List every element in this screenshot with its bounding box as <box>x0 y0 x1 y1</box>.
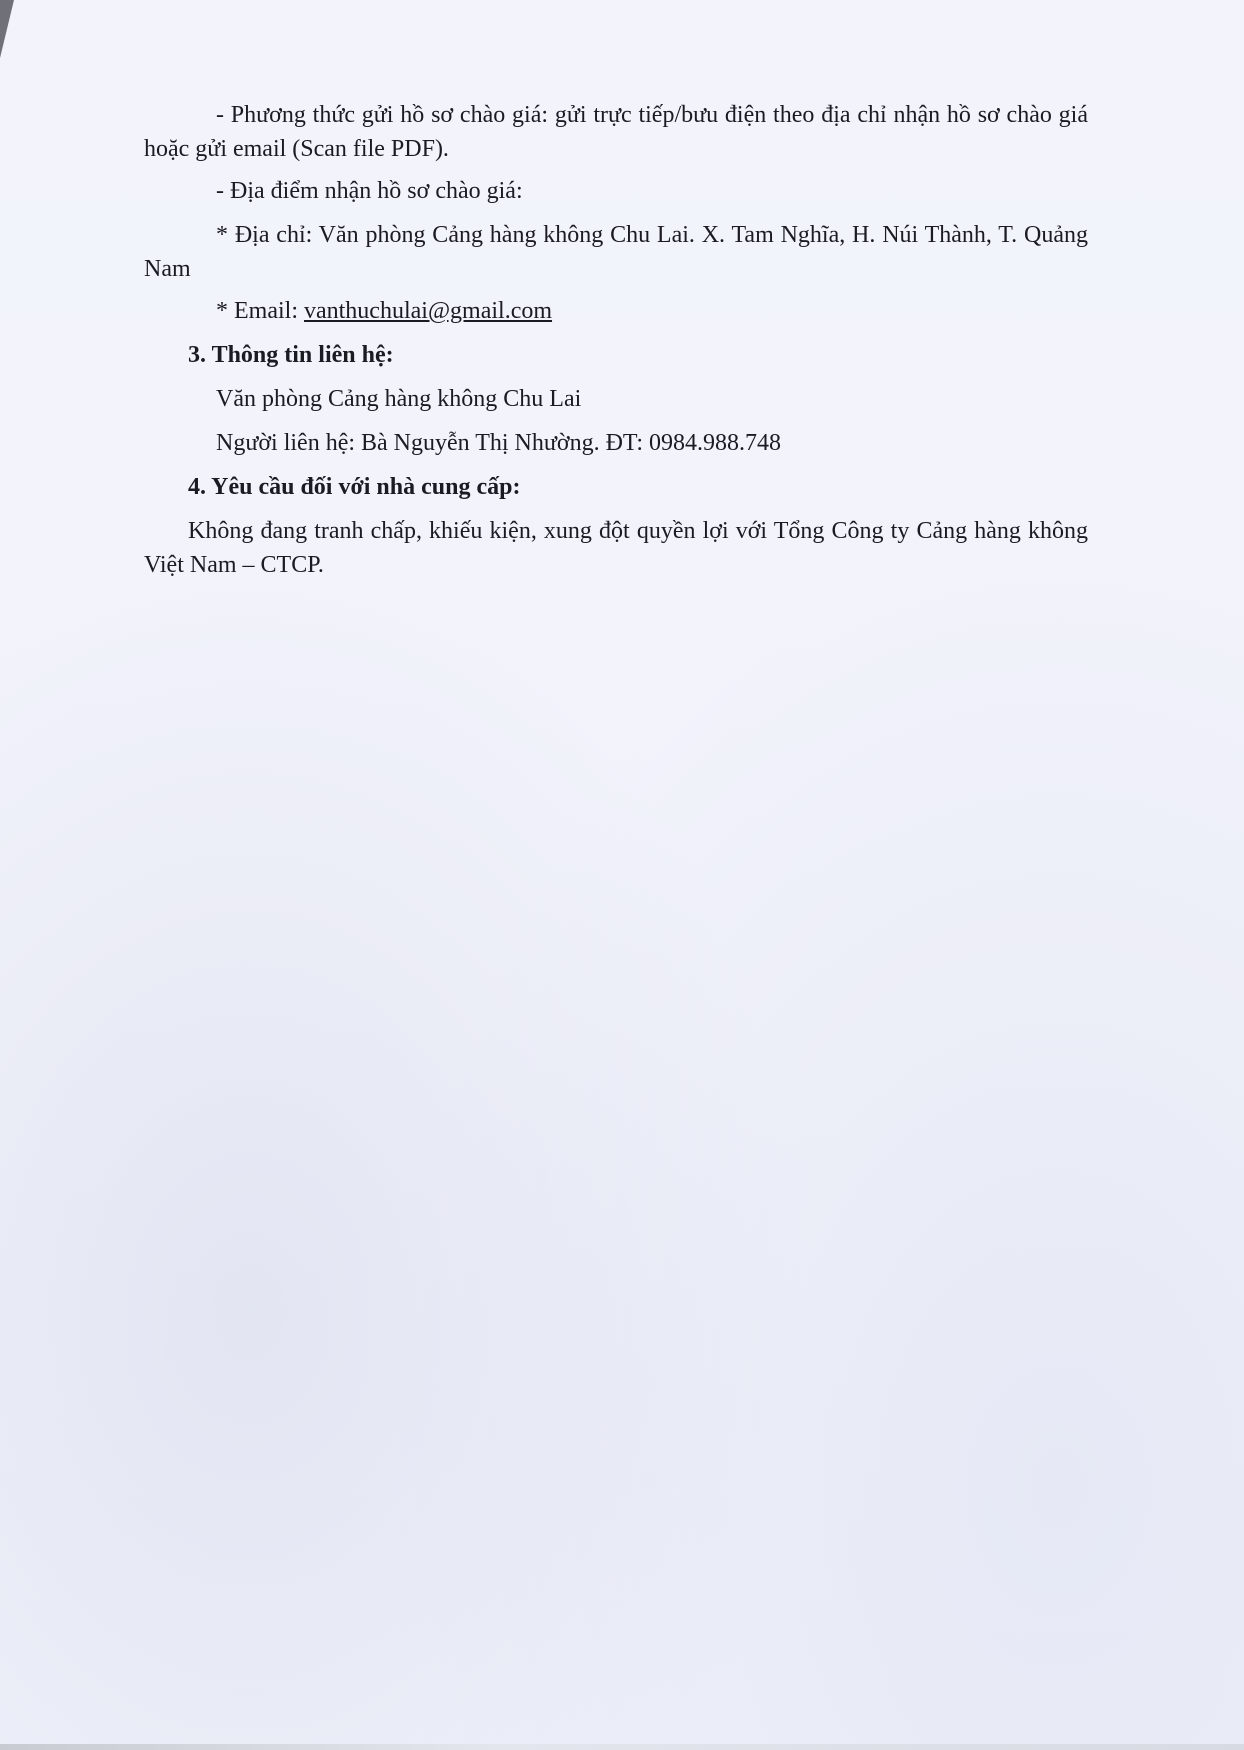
document-body <box>144 98 1088 592</box>
email-label: * Email: <box>216 298 304 324</box>
folded-corner <box>0 0 14 58</box>
contact-office: Văn phòng Cảng hàng không Chu Lai <box>216 386 582 412</box>
email-link[interactable]: vanthuchulai@gmail.com <box>303 298 553 324</box>
requirements-paragraph: Không đang tranh chấp, khiếu kiện, xung đột quyền lợi với Tổng Công ty Cảng hàng không Việt Nam – CTCP. <box>144 518 1088 578</box>
submission-method-paragraph: - Phương thức gửi hồ sơ chào giá: gửi trực tiếp/bưu điện theo địa chỉ nhận hồ sơ chào giá hoặc gửi email (Scan file PDF). <box>144 102 1088 162</box>
requirements-heading: 4. Yêu cầu đối với nhà cung cấp: <box>188 474 521 500</box>
contact-heading: 3. Thông tin liên hệ: <box>188 342 394 368</box>
email-paragraph <box>144 294 1088 328</box>
location-label-paragraph: - Địa điểm nhận hồ sơ chào giá: <box>216 178 523 204</box>
scan-bottom-edge <box>0 1744 1244 1750</box>
address-paragraph: * Địa chỉ: Văn phòng Cảng hàng không Chu Lai. X. Tam Nghĩa, H. Núi Thành, T. Quảng Nam <box>144 222 1088 282</box>
contact-person: Người liên hệ: Bà Nguyễn Thị Nhường. ĐT: 0984.988.748 <box>216 430 782 456</box>
